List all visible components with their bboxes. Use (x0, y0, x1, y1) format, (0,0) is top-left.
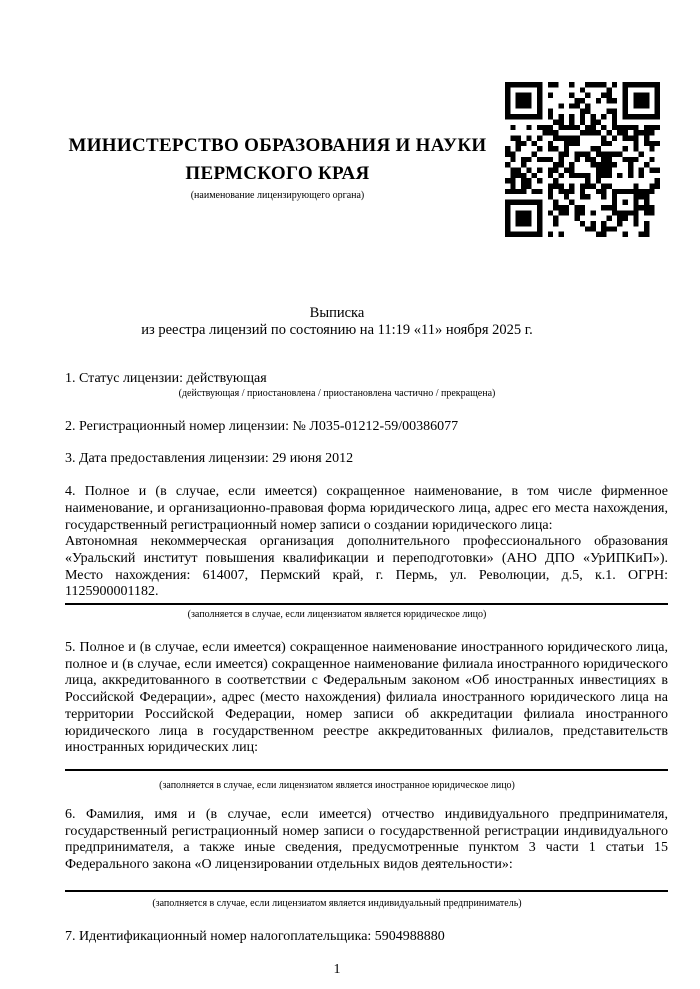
item-entrepreneur-heading: 6. Фамилия, имя и (в случае, если имеется) отчество индивидуального предпринимателя, государственный регистрационный номер записи о государственной регистрации индивидуального предпринимателя, а также иные сведения, предусмотренные пунктом 3 части 1 статьи 15 Федерального закона «О лицензировании отдельных видов деятельности»: (65, 806, 668, 873)
entrepreneur-underline (65, 890, 668, 892)
authority-name-line2: ПЕРМСКОГО КРАЯ (185, 163, 370, 184)
legal-entity-underline (65, 603, 668, 605)
item-legal-entity-heading: 4. Полное и (в случае, если имеется) сокращенное наименование, в том числе фирменное наименование, и организационно-правовая форма юридического лица, адрес его места нахождения, государственный регистрационный номер записи о создании юридического лица: (65, 484, 668, 533)
document-title-line2: из реестра лицензий по состоянию на 11:19 «11» ноября 2025 г. (141, 322, 533, 338)
licensing-authority-header (65, 0, 490, 203)
page-number: 1 (333, 962, 341, 978)
entrepreneur-caption: (заполняется в случае, если лицензиатом является индивидуальный предприниматель) (152, 897, 522, 909)
item-grant-date: 3. Дата предоставления лицензии: 29 июня 2012 (65, 451, 354, 467)
legal-entity-caption: (заполняется в случае, если лицензиатом является юридическое лицо) (187, 609, 487, 621)
document-title (65, 305, 609, 339)
document-title-line1: Выписка (309, 305, 365, 321)
authority-name-line1: МИНИСТЕРСТВО ОБРАЗОВАНИЯ И НАУКИ (68, 135, 487, 156)
foreign-entity-caption: (заполняется в случае, если лицензиатом является иностранное юридическое лицо) (159, 779, 515, 791)
item-taxpayer-number: 7. Идентификационный номер налогоплательщика: 5904988880 (65, 928, 445, 944)
item-foreign-entity-heading: 5. Полное и (в случае, если имеется) сокращенное наименование иностранного юридического лица, полное и (в случае, если имеется) сокращенное наименование филиала иностранного юридического лица, аккредитованного в соответствии с Федеральным законом «Об иностранных инвестициях в Российской Федерации», адрес (место нахождения) филиала иностранного юридического лица на территории Российской Федерации, номер записи об аккредитации филиала иностранного юридического лица в государственном реестре аккредитованных филиалов, представительств иностранных юридических лиц: (65, 640, 668, 756)
item-registration-number: 2. Регистрационный номер лицензии: № Л035-01212-59/00386077 (65, 418, 459, 434)
qr-code-icon (505, 82, 660, 237)
foreign-entity-underline (65, 769, 668, 771)
license-status-options-caption: (действующая / приостановлена / приостановлена частично / прекращена) (178, 387, 496, 399)
item-license-status: 1. Статус лицензии: действующая (65, 371, 267, 386)
item-legal-entity-value: Автономная некоммерческая организация дополнительного профессионального образования «Уральский институт повышения квалификации и переподготовки» (АНО ДПО «УрИПКиП»). Место нахождения: 614007, Пермский край, г. Пермь, ул. Революции, д.5, к.1. ОГРН: 1125900001182. (65, 534, 668, 600)
authority-name-caption: (наименование лицензирующего органа) (190, 190, 365, 201)
